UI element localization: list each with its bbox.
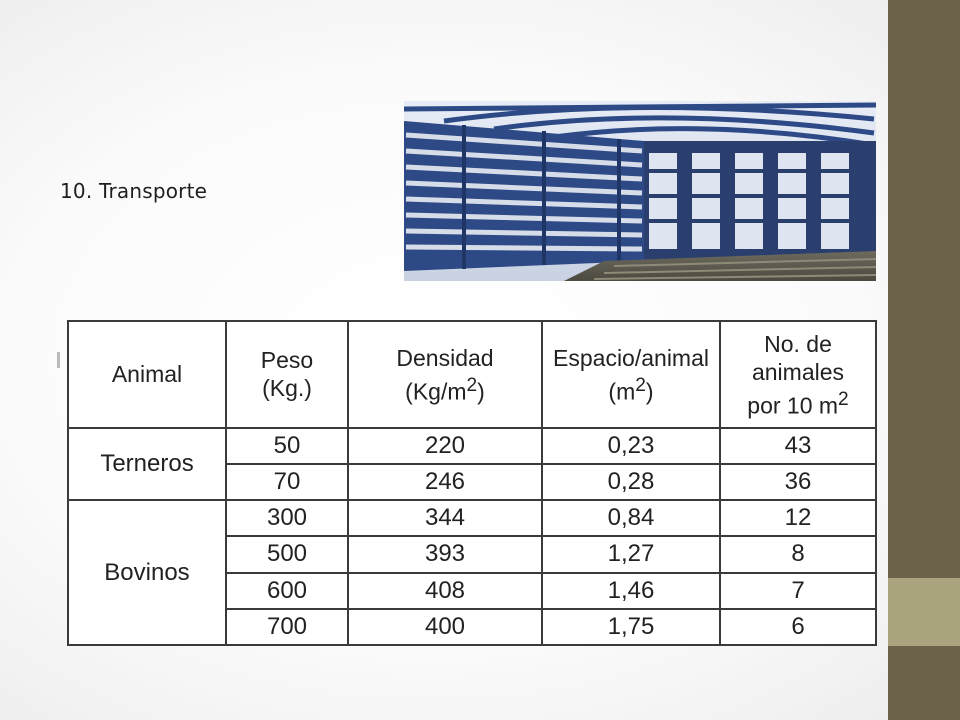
densidad-cell: 400 — [348, 609, 542, 645]
header-espacio: Espacio/animal $(m^2)$ — [542, 321, 720, 428]
header-peso: Peso (Kg.) — [226, 321, 348, 428]
header-densidad: Densidad $(Kg/m^2)$ — [348, 321, 542, 428]
cattle-truck-photo — [404, 101, 876, 281]
densidad-cell: 408 — [348, 573, 542, 609]
espacio-cell: 0,23 — [542, 428, 720, 464]
peso-cell: 500 — [226, 536, 348, 572]
peso-cell: 50 — [226, 428, 348, 464]
densidad-cell: 220 — [348, 428, 542, 464]
peso-cell: 300 — [226, 500, 348, 536]
header-animal: Animal — [68, 321, 226, 428]
peso-cell: 600 — [226, 573, 348, 609]
animal-group-cell: Terneros — [68, 428, 226, 500]
densidad-cell: 393 — [348, 536, 542, 572]
table-header-row — [68, 321, 876, 428]
table-row — [68, 500, 876, 536]
header-no-animales: No. de animales por 10 $m^2$ — [720, 321, 876, 428]
peso-cell: 70 — [226, 464, 348, 500]
animales-cell: 8 — [720, 536, 876, 572]
espacio-cell: 0,28 — [542, 464, 720, 500]
espacio-cell: 1,27 — [542, 536, 720, 572]
table-row — [68, 428, 876, 464]
slide-title: 10. Transporte — [60, 179, 208, 203]
espacio-cell: 1,46 — [542, 573, 720, 609]
densidad-cell: 344 — [348, 500, 542, 536]
animal-group-cell: Bovinos — [68, 500, 226, 645]
densidad-cell: 246 — [348, 464, 542, 500]
transport-density-table — [67, 320, 875, 646]
decorative-sidebar-accent — [888, 578, 960, 646]
animales-cell: 6 — [720, 609, 876, 645]
animales-cell: 36 — [720, 464, 876, 500]
peso-cell: 700 — [226, 609, 348, 645]
animales-cell: 43 — [720, 428, 876, 464]
divider-mark — [57, 352, 60, 368]
espacio-cell: 0,84 — [542, 500, 720, 536]
espacio-cell: 1,75 — [542, 609, 720, 645]
animales-cell: 12 — [720, 500, 876, 536]
animales-cell: 7 — [720, 573, 876, 609]
